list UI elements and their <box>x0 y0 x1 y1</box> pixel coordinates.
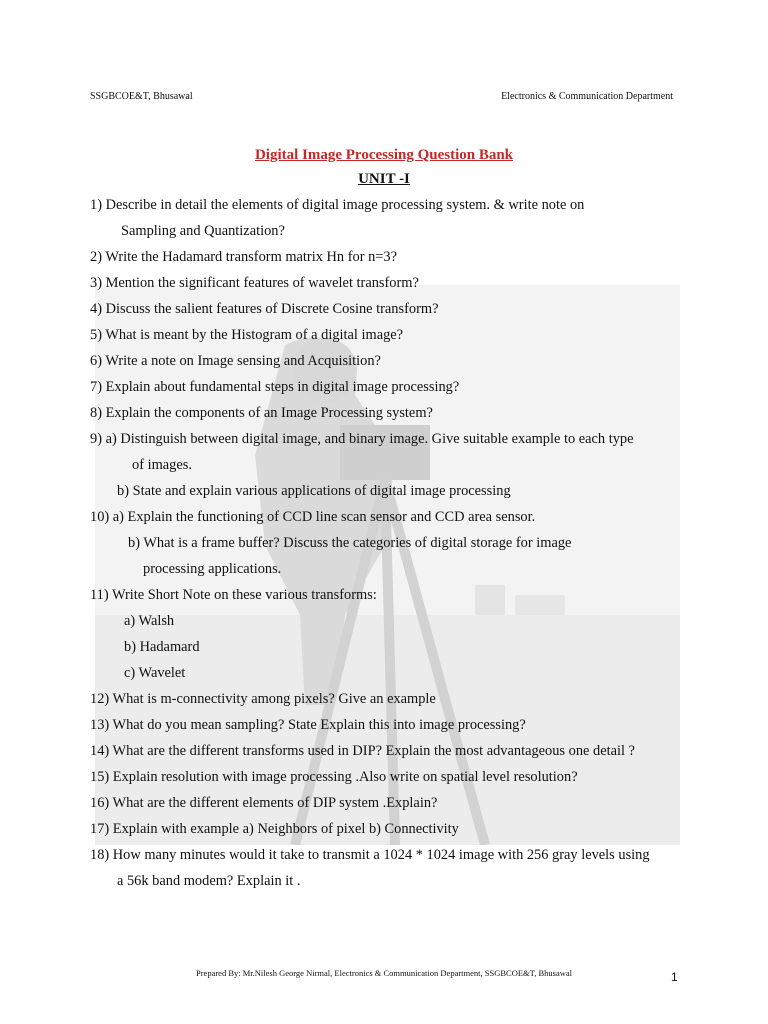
header-institute: SSGBCOE&T, Bhusawal <box>90 91 193 102</box>
question-12: 12) What is m-connectivity among pixels? Give an example <box>90 691 436 707</box>
question-10a: 10) a) Explain the functioning of CCD line scan sensor and CCD area sensor. <box>90 509 536 525</box>
question-9a-cont: of images. <box>132 457 192 473</box>
question-7: 7) Explain about fundamental steps in digital image processing? <box>90 379 460 395</box>
question-5: 5) What is meant by the Histogram of a digital image? <box>90 327 404 343</box>
page-footer: Prepared By: Mr.Nilesh George Nirmal, Electronics & Communication Department, SSGBCOE&T, Bhusawal <box>196 968 572 978</box>
question-9b: b) State and explain various applications of digital image processing <box>117 483 511 499</box>
page-number: 1 <box>671 970 678 984</box>
question-8: 8) Explain the components of an Image Processing system? <box>90 405 433 421</box>
question-10b-cont: processing applications. <box>143 561 282 577</box>
question-2: 2) Write the Hadamard transform matrix Hn for n=3? <box>90 249 397 265</box>
question-18-cont: a 56k band modem? Explain it . <box>117 873 301 889</box>
page-title: Digital Image Processing Question Bank <box>254 147 514 163</box>
question-13: 13) What do you mean sampling? State Explain this into image processing? <box>90 717 526 733</box>
question-6: 6) Write a note on Image sensing and Acquisition? <box>90 353 381 369</box>
question-17: 17) Explain with example a) Neighbors of pixel b) Connectivity <box>90 821 459 837</box>
question-15: 15) Explain resolution with image processing .Also write on spatial level resolution? <box>90 769 578 785</box>
question-9a: 9) a) Distinguish between digital image, and binary image. Give suitable example to each type <box>90 431 634 447</box>
question-11-item-b: b) Hadamard <box>124 639 200 655</box>
question-18: 18) How many minutes would it take to transmit a 1024 * 1024 image with 256 gray levels using <box>90 847 650 863</box>
question-11: 11) Write Short Note on these various transforms: <box>90 587 377 603</box>
question-16: 16) What are the different elements of DIP system .Explain? <box>90 795 438 811</box>
question-1: 1) Describe in detail the elements of digital image processing system. & write note on <box>90 197 585 213</box>
question-11-item-c: c) Wavelet <box>124 665 186 681</box>
unit-heading: UNIT -I <box>358 171 410 187</box>
question-1-cont: Sampling and Quantization? <box>121 223 285 239</box>
question-10b: b) What is a frame buffer? Discuss the categories of digital storage for image <box>128 535 572 551</box>
question-11-item-a: a) Walsh <box>124 613 175 629</box>
question-3: 3) Mention the significant features of wavelet transform? <box>90 275 419 291</box>
question-4: 4) Discuss the salient features of Discrete Cosine transform? <box>90 301 439 317</box>
header-department: Electronics & Communication Department <box>501 91 673 102</box>
question-14: 14) What are the different transforms used in DIP? Explain the most advantageous one detail ? <box>90 743 635 759</box>
